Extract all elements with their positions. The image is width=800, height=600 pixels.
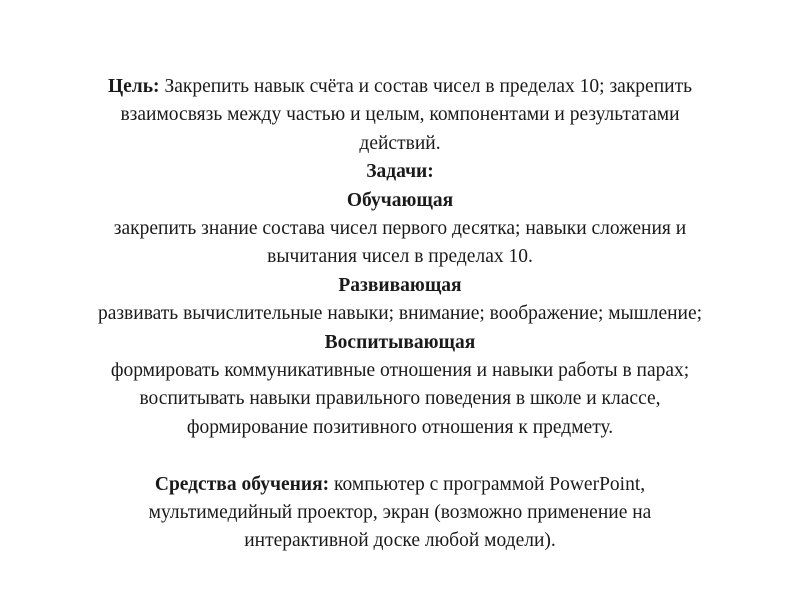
means-line-1: [40, 471, 760, 499]
blank-line: [40, 442, 760, 470]
developmental-heading: Развивающая: [338, 274, 462, 296]
goal-line-3: действий.: [359, 132, 441, 154]
educational-heading: Обучающая: [346, 189, 454, 211]
means-text-1: компьютер с программой PowerPoint,: [329, 473, 646, 495]
educational-line-1: закрепить знание состава чисел первого десятка; навыки сложения и: [113, 218, 687, 240]
slide-text-body: [40, 73, 760, 556]
upbringing-heading: Воспитывающая: [324, 331, 476, 353]
means-label: Средства обучения:: [154, 473, 330, 495]
means-line-2: мультимедийный проектор, экран (возможно применение на: [148, 502, 652, 524]
goal-text-1: Закрепить навык счёта и состав чисел в пределах 10; закрепить: [159, 76, 692, 97]
developmental-line-1: развивать вычислительные навыки; внимание; воображение; мышление;: [97, 303, 703, 325]
upbringing-line-3: формирование позитивного отношения к предмету.: [186, 416, 614, 438]
tasks-heading: Задачи:: [366, 161, 434, 183]
goal-line-2: взаимосвязь между частью и целым, компонентами и результатами: [120, 104, 680, 126]
means-line-3: интерактивной доске любой модели).: [244, 530, 556, 552]
upbringing-line-2: воспитывать навыки правильного поведения в школе и классе,: [139, 388, 661, 410]
goal-line-1: [40, 73, 760, 101]
goal-label: Цель:: [107, 76, 160, 97]
educational-line-2: вычитания чисел в пределах 10.: [267, 246, 533, 268]
upbringing-line-1: формировать коммуникативные отношения и навыки работы в парах;: [110, 360, 690, 382]
